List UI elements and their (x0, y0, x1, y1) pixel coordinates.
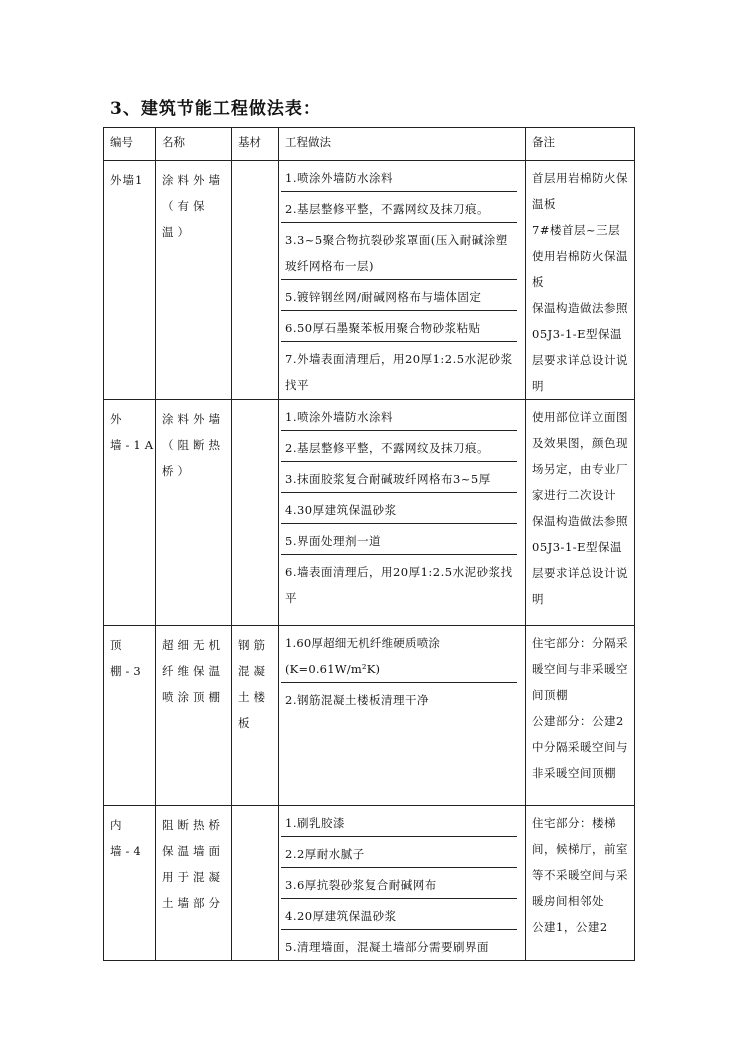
row-notes: 首层用岩棉防火保温板 7#楼首层~三层使用岩棉防火保温板 保温构造做法参照05J3-1-E型保温层要求详总设计说明 (532, 171, 628, 393)
step-item: 1.喷涂外墙防水涂料 (281, 404, 517, 431)
step-item: 2.基层整修平整，不露网纹及抹刀痕。 (281, 196, 517, 223)
row-name: 涂料外墙 （有保温） (162, 173, 224, 239)
header-method: 工程做法 (279, 128, 526, 161)
step-item: 1.喷涂外墙防水涂料 (281, 165, 517, 192)
step-item: 1.60厚超细无机纤维硬质喷涂(K=0.61W/m²K) (281, 630, 517, 683)
header-code: 编号 (104, 128, 156, 161)
header-row (104, 128, 635, 161)
row-base (232, 806, 278, 812)
step-item: 5.清理墙面，混凝土墙部分需要刷界面 (285, 940, 489, 954)
step-item: 6.墙表面清理后，用20厚1:2.5水泥砂浆找平 (285, 565, 513, 605)
row-name: 阻断热桥保温墙面用于混凝土墙部分 (162, 818, 224, 910)
row-base (232, 400, 278, 406)
row-notes: 住宅部分：楼梯间，候梯厅，前室等不采暖空间与采暖房间相邻处 公建1，公建2 (532, 816, 628, 934)
page-title: 3、建筑节能工程做法表： (110, 99, 321, 119)
step-item: 2.钢筋混凝土楼板清理干净 (285, 693, 429, 707)
row-name: 涂料外墙（阻断热桥） (162, 412, 224, 478)
header-name: 名称 (156, 128, 232, 161)
step-item: 3.3~5聚合物抗裂砂浆罩面(压入耐碱涂塑玻纤网格布一层) (281, 227, 517, 280)
row-code: 顶棚-3 (110, 638, 145, 678)
step-item: 1.刷乳胶漆 (281, 810, 517, 837)
row-base: 钢筋混凝土楼板 (238, 638, 269, 730)
table-row (104, 161, 635, 400)
step-item: 4.30厚建筑保温砂浆 (281, 497, 517, 524)
table-row (104, 806, 635, 961)
row-code: 外墙-1A (110, 412, 158, 452)
step-item: 5.界面处理剂一道 (281, 528, 517, 555)
step-item: 6.50厚石墨聚苯板用聚合物砂浆粘贴 (281, 315, 517, 342)
row-base (232, 161, 278, 167)
step-item: 5.镀锌钢丝网/耐碱网格布与墙体固定 (281, 284, 517, 311)
row-code: 内墙-4 (110, 818, 145, 858)
step-item: 3.6厚抗裂砂浆复合耐碱网布 (281, 872, 517, 899)
step-item: 2.基层整修平整，不露网纹及抹刀痕。 (281, 435, 517, 462)
header-notes: 备注 (526, 128, 635, 161)
step-item: 3.抹面胶浆复合耐碱玻纤网格布3~5厚 (281, 466, 517, 493)
row-name: 超细无机纤维保温喷涂顶棚 (162, 638, 224, 704)
row-notes: 住宅部分：分隔采暖空间与非采暖空间顶棚 公建部分：公建2中分隔采暖空间与非采暖空间顶棚 (532, 636, 628, 780)
table-row (104, 400, 635, 626)
header-base: 基材 (232, 128, 279, 161)
spec-table (103, 127, 635, 961)
step-item: 4.20厚建筑保温砂浆 (281, 903, 517, 930)
step-item: 2.2厚耐水腻子 (281, 841, 517, 868)
row-notes: 使用部位详立面图及效果图，颜色现场另定，由专业厂家进行二次设计 保温构造做法参照05J3-1-E型保温层要求详总设计说明 (532, 410, 628, 606)
table-row (104, 626, 635, 806)
row-code: 外墙1 (110, 173, 144, 187)
step-item: 7.外墙表面清理后，用20厚1:2.5水泥砂浆找平 (285, 352, 513, 392)
